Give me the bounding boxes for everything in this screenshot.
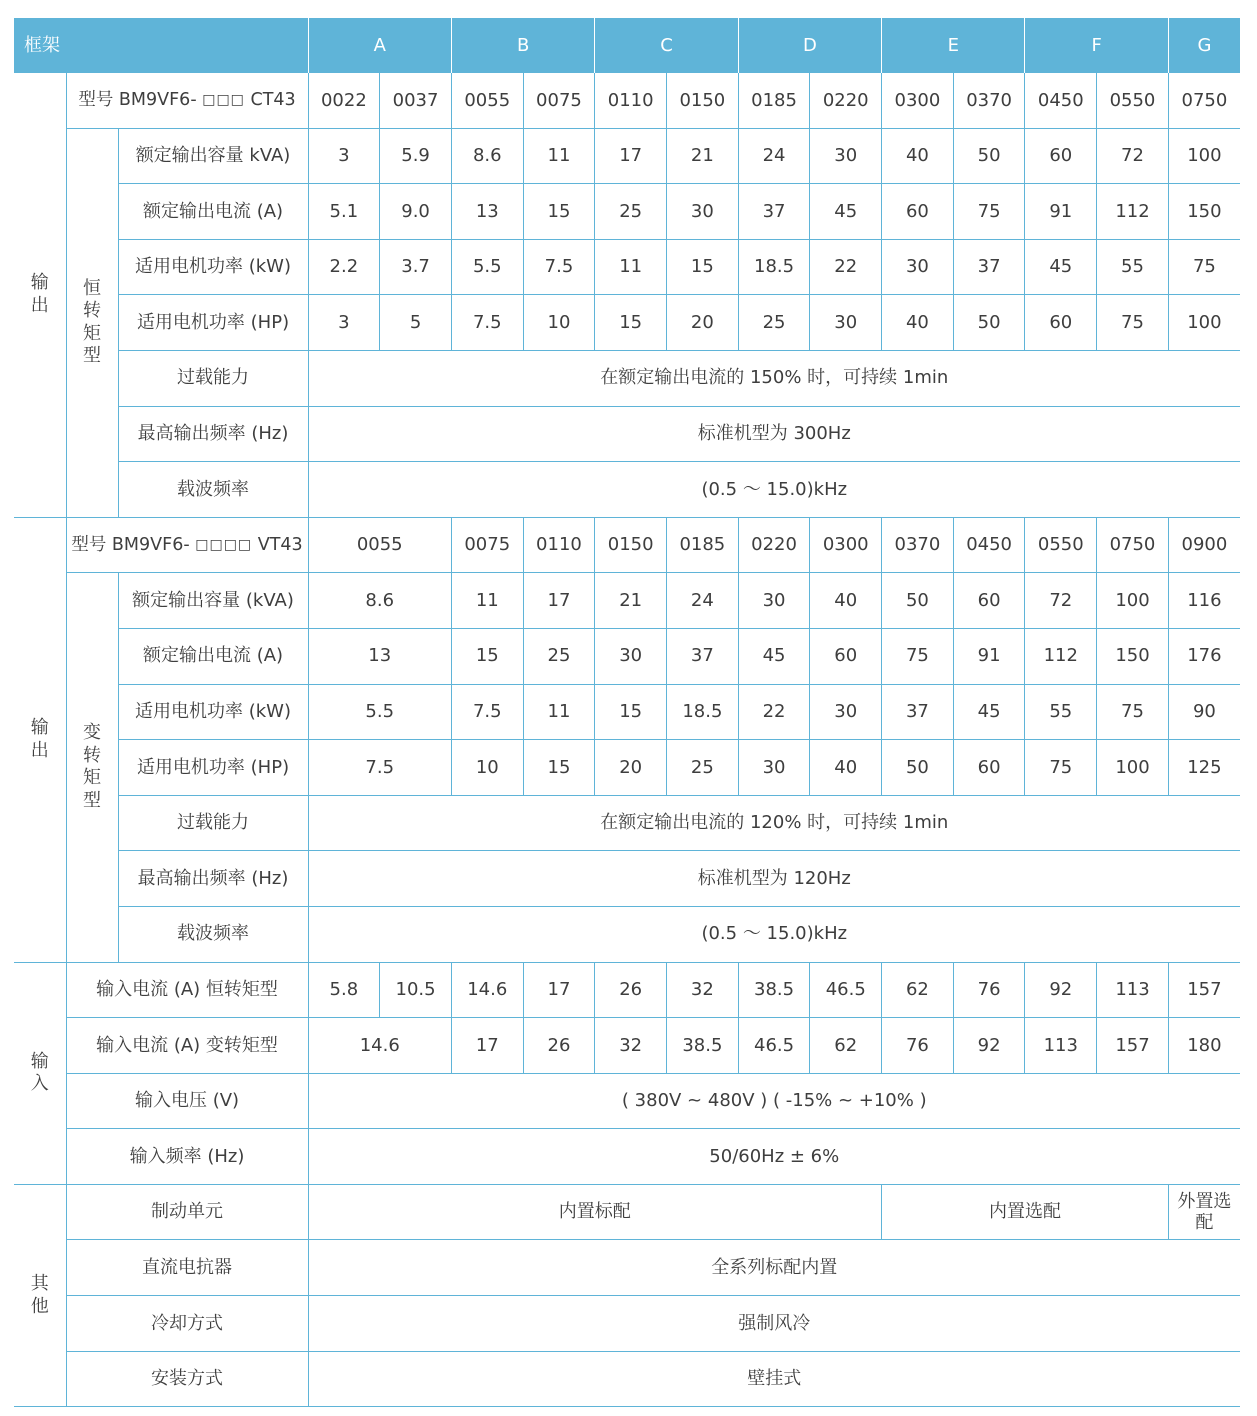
table-cell: 5.5 bbox=[451, 239, 523, 295]
input-freq-row bbox=[14, 1129, 1240, 1185]
vt-model: 0055 bbox=[308, 517, 451, 573]
ct-model: 0037 bbox=[380, 73, 452, 128]
table-cell: 2.2 bbox=[308, 239, 380, 295]
table-cell: 45 bbox=[738, 628, 810, 684]
ct-current-label: 额定输出电流 (A) bbox=[118, 184, 308, 240]
vt-capacity-label: 额定输出容量 (kVA) bbox=[118, 573, 308, 629]
vt-model: 0900 bbox=[1168, 517, 1240, 573]
input-current-ct-label: 输入电流 (A) 恒转矩型 bbox=[66, 962, 308, 1018]
table-cell: 100 bbox=[1168, 128, 1240, 184]
vt-model: 0750 bbox=[1097, 517, 1169, 573]
mount-label: 安装方式 bbox=[66, 1351, 308, 1407]
ct-model: 0150 bbox=[667, 73, 739, 128]
vt-capacity-row bbox=[14, 573, 1240, 629]
ct-kw-row bbox=[14, 239, 1240, 295]
frame-header-title: 框架 bbox=[14, 18, 308, 73]
table-cell: 3.7 bbox=[380, 239, 452, 295]
group-input: 输入 bbox=[14, 962, 66, 1184]
table-cell: 18.5 bbox=[667, 684, 739, 740]
input-current-ct-row bbox=[14, 962, 1240, 1018]
table-cell: 25 bbox=[667, 740, 739, 796]
table-cell: 113 bbox=[1025, 1018, 1097, 1074]
vt-overload-label: 过载能力 bbox=[118, 795, 308, 851]
table-cell: 7.5 bbox=[308, 740, 451, 796]
table-cell: 26 bbox=[523, 1018, 595, 1074]
table-cell: 9.0 bbox=[380, 184, 452, 240]
table-cell: 157 bbox=[1097, 1018, 1169, 1074]
table-cell: 20 bbox=[595, 740, 667, 796]
table-cell: 150 bbox=[1168, 184, 1240, 240]
table-cell: 37 bbox=[882, 684, 954, 740]
table-cell: 14.6 bbox=[308, 1018, 451, 1074]
table-cell: 46.5 bbox=[738, 1018, 810, 1074]
vt-carrier-label: 载波频率 bbox=[118, 906, 308, 962]
ct-model: 0075 bbox=[523, 73, 595, 128]
vt-model: 0220 bbox=[738, 517, 810, 573]
ct-maxfreq-row bbox=[14, 406, 1240, 462]
table-cell: 30 bbox=[738, 740, 810, 796]
table-cell: 112 bbox=[1097, 184, 1169, 240]
table-cell: 30 bbox=[667, 184, 739, 240]
table-cell: 38.5 bbox=[667, 1018, 739, 1074]
table-cell: 22 bbox=[738, 684, 810, 740]
table-cell: 25 bbox=[523, 628, 595, 684]
mount-row bbox=[14, 1351, 1240, 1407]
table-cell: 37 bbox=[738, 184, 810, 240]
table-cell: 75 bbox=[1097, 684, 1169, 740]
vt-carrier-row bbox=[14, 906, 1240, 962]
input-voltage-value: ( 380V ~ 480V ) ( -15% ~ +10% ) bbox=[308, 1073, 1240, 1129]
vt-model: 0110 bbox=[523, 517, 595, 573]
ct-carrier-value: (0.5 ～ 15.0)kHz bbox=[308, 462, 1240, 518]
ct-capacity-label: 额定输出容量 kVA) bbox=[118, 128, 308, 184]
ct-model: 0300 bbox=[882, 73, 954, 128]
spec-table bbox=[14, 18, 1240, 1407]
ct-hp-row bbox=[14, 295, 1240, 351]
table-cell: 72 bbox=[1025, 573, 1097, 629]
vt-kw-row bbox=[14, 684, 1240, 740]
table-cell: 60 bbox=[810, 628, 882, 684]
table-cell: 75 bbox=[1168, 239, 1240, 295]
ct-model: 0450 bbox=[1025, 73, 1097, 128]
table-cell: 15 bbox=[595, 684, 667, 740]
frame-e: E bbox=[882, 18, 1025, 73]
dc-reactor-label: 直流电抗器 bbox=[66, 1240, 308, 1296]
table-cell: 5.8 bbox=[308, 962, 380, 1018]
table-cell: 100 bbox=[1097, 740, 1169, 796]
table-cell: 92 bbox=[1025, 962, 1097, 1018]
table-cell: 20 bbox=[667, 295, 739, 351]
table-cell: 14.6 bbox=[451, 962, 523, 1018]
table-cell: 30 bbox=[810, 684, 882, 740]
table-cell: 100 bbox=[1097, 573, 1169, 629]
table-cell: 8.6 bbox=[451, 128, 523, 184]
table-cell: 15 bbox=[523, 740, 595, 796]
table-cell: 55 bbox=[1025, 684, 1097, 740]
table-cell: 40 bbox=[810, 573, 882, 629]
table-cell: 91 bbox=[953, 628, 1025, 684]
vt-maxfreq-row bbox=[14, 851, 1240, 907]
table-cell: 13 bbox=[308, 628, 451, 684]
table-cell: 17 bbox=[523, 962, 595, 1018]
table-cell: 15 bbox=[451, 628, 523, 684]
table-cell: 62 bbox=[882, 962, 954, 1018]
table-cell: 40 bbox=[810, 740, 882, 796]
table-cell: 30 bbox=[595, 628, 667, 684]
input-voltage-label: 输入电压 (V) bbox=[66, 1073, 308, 1129]
brake-label: 制动单元 bbox=[66, 1184, 308, 1240]
ct-maxfreq-label: 最高输出频率 (Hz) bbox=[118, 406, 308, 462]
table-cell: 7.5 bbox=[451, 295, 523, 351]
group-vt: 变转矩型 bbox=[66, 573, 118, 962]
vt-maxfreq-value: 标准机型为 120Hz bbox=[308, 851, 1240, 907]
table-cell: 60 bbox=[1025, 295, 1097, 351]
table-cell: 25 bbox=[595, 184, 667, 240]
table-cell: 11 bbox=[523, 128, 595, 184]
table-cell: 45 bbox=[1025, 239, 1097, 295]
table-cell: 11 bbox=[451, 573, 523, 629]
group-ct: 恒转矩型 bbox=[66, 128, 118, 517]
table-cell: 100 bbox=[1168, 295, 1240, 351]
frame-g: G bbox=[1168, 18, 1240, 73]
input-current-vt-row bbox=[14, 1018, 1240, 1074]
vt-model: 0370 bbox=[882, 517, 954, 573]
input-freq-value: 50/60Hz ± 6% bbox=[308, 1129, 1240, 1185]
table-cell: 116 bbox=[1168, 573, 1240, 629]
group-other: 其他 bbox=[14, 1184, 66, 1406]
table-cell: 10 bbox=[523, 295, 595, 351]
ct-model-label: 型号 BM9VF6- □□□ CT43 bbox=[66, 73, 308, 128]
frame-b: B bbox=[451, 18, 594, 73]
vt-model: 0185 bbox=[667, 517, 739, 573]
table-cell: 75 bbox=[882, 628, 954, 684]
ct-model: 0550 bbox=[1097, 73, 1169, 128]
vt-maxfreq-label: 最高输出频率 (Hz) bbox=[118, 851, 308, 907]
table-cell: 10.5 bbox=[380, 962, 452, 1018]
frame-header-row bbox=[14, 18, 1240, 73]
ct-carrier-label: 载波频率 bbox=[118, 462, 308, 518]
table-cell: 7.5 bbox=[523, 239, 595, 295]
table-cell: 24 bbox=[667, 573, 739, 629]
brake-external-optional: 外置选配 bbox=[1168, 1184, 1240, 1240]
table-cell: 45 bbox=[953, 684, 1025, 740]
table-cell: 32 bbox=[667, 962, 739, 1018]
brake-row bbox=[14, 1184, 1240, 1240]
vt-model-row bbox=[14, 517, 1240, 573]
ct-overload-label: 过载能力 bbox=[118, 350, 308, 406]
ct-kw-label: 适用电机功率 (kW) bbox=[118, 239, 308, 295]
vt-model: 0150 bbox=[595, 517, 667, 573]
ct-hp-label: 适用电机功率 (HP) bbox=[118, 295, 308, 351]
ct-model: 0750 bbox=[1168, 73, 1240, 128]
table-cell: 13 bbox=[451, 184, 523, 240]
frame-f: F bbox=[1025, 18, 1168, 73]
table-cell: 76 bbox=[953, 962, 1025, 1018]
table-cell: 7.5 bbox=[451, 684, 523, 740]
ct-model: 0110 bbox=[595, 73, 667, 128]
table-cell: 60 bbox=[953, 573, 1025, 629]
table-cell: 3 bbox=[308, 295, 380, 351]
ct-carrier-row bbox=[14, 462, 1240, 518]
table-cell: 37 bbox=[667, 628, 739, 684]
brake-builtin-optional: 内置选配 bbox=[882, 1184, 1169, 1240]
table-cell: 24 bbox=[738, 128, 810, 184]
table-cell: 37 bbox=[953, 239, 1025, 295]
ct-capacity-row bbox=[14, 128, 1240, 184]
table-cell: 8.6 bbox=[308, 573, 451, 629]
table-cell: 91 bbox=[1025, 184, 1097, 240]
input-voltage-row bbox=[14, 1073, 1240, 1129]
table-cell: 21 bbox=[667, 128, 739, 184]
brake-builtin-standard: 内置标配 bbox=[308, 1184, 882, 1240]
table-cell: 18.5 bbox=[738, 239, 810, 295]
frame-c: C bbox=[595, 18, 738, 73]
table-cell: 15 bbox=[595, 295, 667, 351]
table-cell: 46.5 bbox=[810, 962, 882, 1018]
table-cell: 50 bbox=[882, 740, 954, 796]
table-cell: 26 bbox=[595, 962, 667, 1018]
vt-current-row bbox=[14, 628, 1240, 684]
ct-model: 0055 bbox=[451, 73, 523, 128]
table-cell: 15 bbox=[523, 184, 595, 240]
group-output-ct: 输出 bbox=[14, 73, 66, 517]
table-cell: 5.9 bbox=[380, 128, 452, 184]
table-cell: 157 bbox=[1168, 962, 1240, 1018]
vt-model: 0075 bbox=[451, 517, 523, 573]
table-cell: 176 bbox=[1168, 628, 1240, 684]
ct-model: 0022 bbox=[308, 73, 380, 128]
table-cell: 55 bbox=[1097, 239, 1169, 295]
table-cell: 62 bbox=[810, 1018, 882, 1074]
table-cell: 3 bbox=[308, 128, 380, 184]
table-cell: 92 bbox=[953, 1018, 1025, 1074]
mount-value: 壁挂式 bbox=[308, 1351, 1240, 1407]
table-cell: 60 bbox=[953, 740, 1025, 796]
table-cell: 11 bbox=[595, 239, 667, 295]
vt-hp-label: 适用电机功率 (HP) bbox=[118, 740, 308, 796]
table-cell: 17 bbox=[595, 128, 667, 184]
table-cell: 32 bbox=[595, 1018, 667, 1074]
input-freq-label: 输入频率 (Hz) bbox=[66, 1129, 308, 1185]
table-cell: 75 bbox=[1025, 740, 1097, 796]
table-cell: 150 bbox=[1097, 628, 1169, 684]
table-cell: 30 bbox=[882, 239, 954, 295]
vt-model: 0300 bbox=[810, 517, 882, 573]
table-cell: 38.5 bbox=[738, 962, 810, 1018]
table-cell: 72 bbox=[1097, 128, 1169, 184]
ct-current-row bbox=[14, 184, 1240, 240]
table-cell: 5.1 bbox=[308, 184, 380, 240]
table-cell: 21 bbox=[595, 573, 667, 629]
table-cell: 15 bbox=[667, 239, 739, 295]
frame-a: A bbox=[308, 18, 451, 73]
vt-kw-label: 适用电机功率 (kW) bbox=[118, 684, 308, 740]
vt-model: 0550 bbox=[1025, 517, 1097, 573]
table-cell: 50 bbox=[882, 573, 954, 629]
table-cell: 45 bbox=[810, 184, 882, 240]
cooling-label: 冷却方式 bbox=[66, 1296, 308, 1352]
table-cell: 11 bbox=[523, 684, 595, 740]
vt-current-label: 额定输出电流 (A) bbox=[118, 628, 308, 684]
table-cell: 30 bbox=[738, 573, 810, 629]
dc-reactor-row bbox=[14, 1240, 1240, 1296]
table-cell: 5.5 bbox=[308, 684, 451, 740]
table-cell: 30 bbox=[810, 128, 882, 184]
table-cell: 90 bbox=[1168, 684, 1240, 740]
input-current-vt-label: 输入电流 (A) 变转矩型 bbox=[66, 1018, 308, 1074]
table-cell: 125 bbox=[1168, 740, 1240, 796]
table-cell: 50 bbox=[953, 128, 1025, 184]
vt-model: 0450 bbox=[953, 517, 1025, 573]
ct-model: 0370 bbox=[953, 73, 1025, 128]
table-cell: 60 bbox=[1025, 128, 1097, 184]
group-output-vt: 输出 bbox=[14, 517, 66, 962]
table-cell: 76 bbox=[882, 1018, 954, 1074]
vt-overload-value: 在额定输出电流的 120% 时，可持续 1min bbox=[308, 795, 1240, 851]
table-cell: 113 bbox=[1097, 962, 1169, 1018]
table-cell: 25 bbox=[738, 295, 810, 351]
table-cell: 50 bbox=[953, 295, 1025, 351]
vt-overload-row bbox=[14, 795, 1240, 851]
table-cell: 30 bbox=[810, 295, 882, 351]
table-cell: 75 bbox=[1097, 295, 1169, 351]
ct-model: 0220 bbox=[810, 73, 882, 128]
ct-model-row bbox=[14, 73, 1240, 128]
dc-reactor-value: 全系列标配内置 bbox=[308, 1240, 1240, 1296]
ct-overload-row bbox=[14, 350, 1240, 406]
table-cell: 180 bbox=[1168, 1018, 1240, 1074]
table-cell: 17 bbox=[451, 1018, 523, 1074]
vt-carrier-value: (0.5 ～ 15.0)kHz bbox=[308, 906, 1240, 962]
cooling-row bbox=[14, 1296, 1240, 1352]
table-cell: 40 bbox=[882, 128, 954, 184]
table-cell: 112 bbox=[1025, 628, 1097, 684]
cooling-value: 强制风冷 bbox=[308, 1296, 1240, 1352]
vt-model-label: 型号 BM9VF6- □□□□ VT43 bbox=[66, 517, 308, 573]
table-cell: 75 bbox=[953, 184, 1025, 240]
ct-maxfreq-value: 标准机型为 300Hz bbox=[308, 406, 1240, 462]
table-cell: 10 bbox=[451, 740, 523, 796]
table-cell: 40 bbox=[882, 295, 954, 351]
table-cell: 17 bbox=[523, 573, 595, 629]
table-cell: 60 bbox=[882, 184, 954, 240]
ct-overload-value: 在额定输出电流的 150% 时，可持续 1min bbox=[308, 350, 1240, 406]
frame-d: D bbox=[738, 18, 881, 73]
table-cell: 22 bbox=[810, 239, 882, 295]
ct-model: 0185 bbox=[738, 73, 810, 128]
table-cell: 5 bbox=[380, 295, 452, 351]
vt-hp-row bbox=[14, 740, 1240, 796]
